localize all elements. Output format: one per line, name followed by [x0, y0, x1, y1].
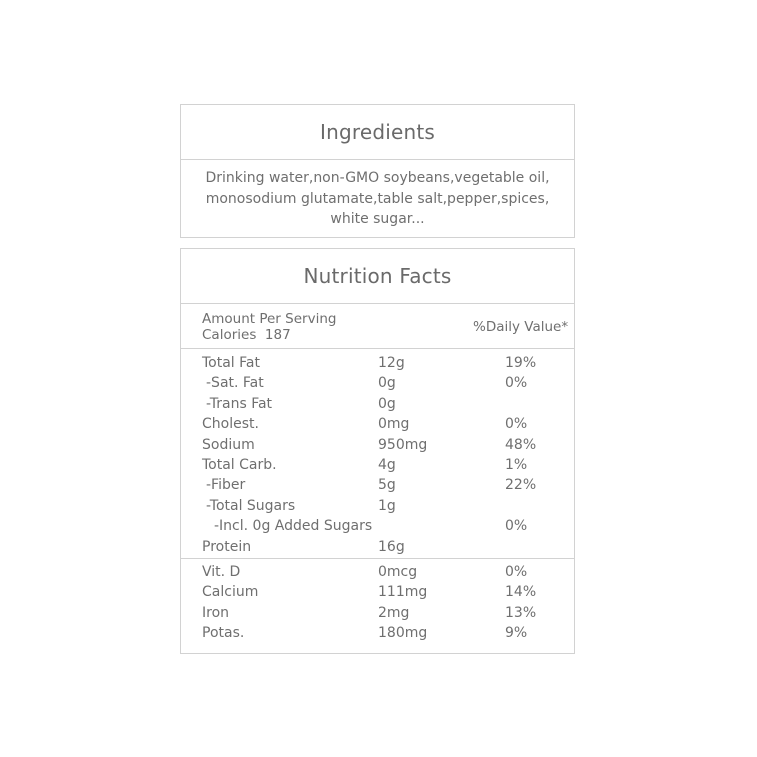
nutrient-row-iron — [181, 603, 574, 623]
nutrient-name: Iron — [202, 604, 230, 621]
ingredients-line: white sugar... — [330, 211, 425, 227]
nutrient-daily-value: 14% — [505, 584, 537, 601]
nutrient-daily-value: 9% — [505, 625, 528, 642]
serving-info — [202, 311, 336, 343]
nutrient-daily-value: 0% — [505, 416, 528, 433]
ingredients-line: monosodium glutamate,table salt,pepper,spices, — [205, 190, 550, 207]
nutrient-rows — [181, 349, 574, 559]
nutrient-daily-value: 0% — [505, 564, 528, 580]
nutrient-row-sodium — [181, 435, 574, 455]
nutrient-row-vitamin-d — [181, 562, 574, 582]
nutrient-name: Total Fat — [202, 355, 260, 371]
nutrient-row-trans-fat — [181, 394, 574, 414]
ingredients-panel — [180, 104, 575, 238]
nutrient-name: Sodium — [202, 436, 255, 453]
nutrient-amount: 950mg — [378, 436, 428, 453]
ingredients-line: Drinking water,non-GMO soybeans,vegetable oil, — [205, 170, 550, 186]
calories-label: Calories 187 — [202, 327, 291, 343]
nutrient-name: -Trans Fat — [206, 395, 273, 412]
nutrient-amount: 12g — [378, 355, 405, 371]
nutrient-row-total-sugars — [181, 496, 574, 516]
nutrient-daily-value: 19% — [505, 355, 537, 371]
nutrient-amount: 180mg — [378, 625, 428, 642]
serving-header — [181, 304, 574, 349]
ingredients-text — [181, 160, 574, 230]
nutrient-name: Protein — [202, 538, 252, 555]
nutrient-row-total-carb — [181, 455, 574, 475]
nutrient-name: Total Carb. — [202, 456, 277, 473]
nutrient-daily-value: 1% — [505, 456, 528, 473]
nutrient-row-total-fat — [181, 353, 574, 373]
nutrient-name: -Fiber — [206, 477, 246, 494]
nutrient-daily-value: 0% — [505, 518, 528, 535]
nutrient-daily-value: 13% — [505, 604, 537, 621]
nutrient-amount: 0g — [378, 395, 396, 412]
nutrient-amount: 0mg — [378, 416, 410, 433]
nutrient-daily-value: 22% — [505, 477, 537, 494]
nutrient-amount: 1g — [378, 497, 396, 514]
nutrient-amount: 5g — [378, 477, 396, 494]
nutrient-amount: 0mcg — [378, 564, 418, 580]
nutrient-amount: 4g — [378, 456, 396, 473]
nutrient-amount: 16g — [378, 538, 405, 555]
nutrient-name: Cholest. — [202, 416, 259, 433]
nutrient-row-added-sugars — [181, 516, 574, 536]
nutrition-facts-panel — [180, 248, 575, 654]
nutrient-row-cholesterol — [181, 414, 574, 434]
nutrient-amount: 111mg — [378, 584, 428, 601]
nutrient-row-calcium — [181, 582, 574, 602]
nutrient-name: Potas. — [202, 625, 245, 642]
nutrition-facts-title: Nutrition Facts — [181, 249, 574, 304]
nutrient-name: -Total Sugars — [206, 497, 296, 514]
amount-per-serving-label: Amount Per Serving — [202, 311, 337, 327]
nutrient-amount: 2mg — [378, 604, 410, 621]
nutrient-name: -Sat. Fat — [206, 375, 264, 392]
nutrient-amount: 0g — [378, 375, 396, 392]
nutrient-name: -Incl. 0g Added Sugars — [214, 518, 373, 535]
vitamin-mineral-rows — [181, 559, 574, 644]
ingredients-title: Ingredients — [181, 105, 574, 160]
nutrient-row-fiber — [181, 475, 574, 495]
nutrient-daily-value: 0% — [505, 375, 528, 392]
nutrient-name: Vit. D — [202, 564, 241, 580]
daily-value-header: %Daily Value* — [473, 319, 569, 335]
nutrient-row-sat-fat — [181, 373, 574, 393]
nutrient-row-potassium — [181, 623, 574, 643]
nutrient-name: Calcium — [202, 584, 259, 601]
nutrient-row-protein — [181, 537, 574, 557]
nutrient-daily-value: 48% — [505, 436, 537, 453]
